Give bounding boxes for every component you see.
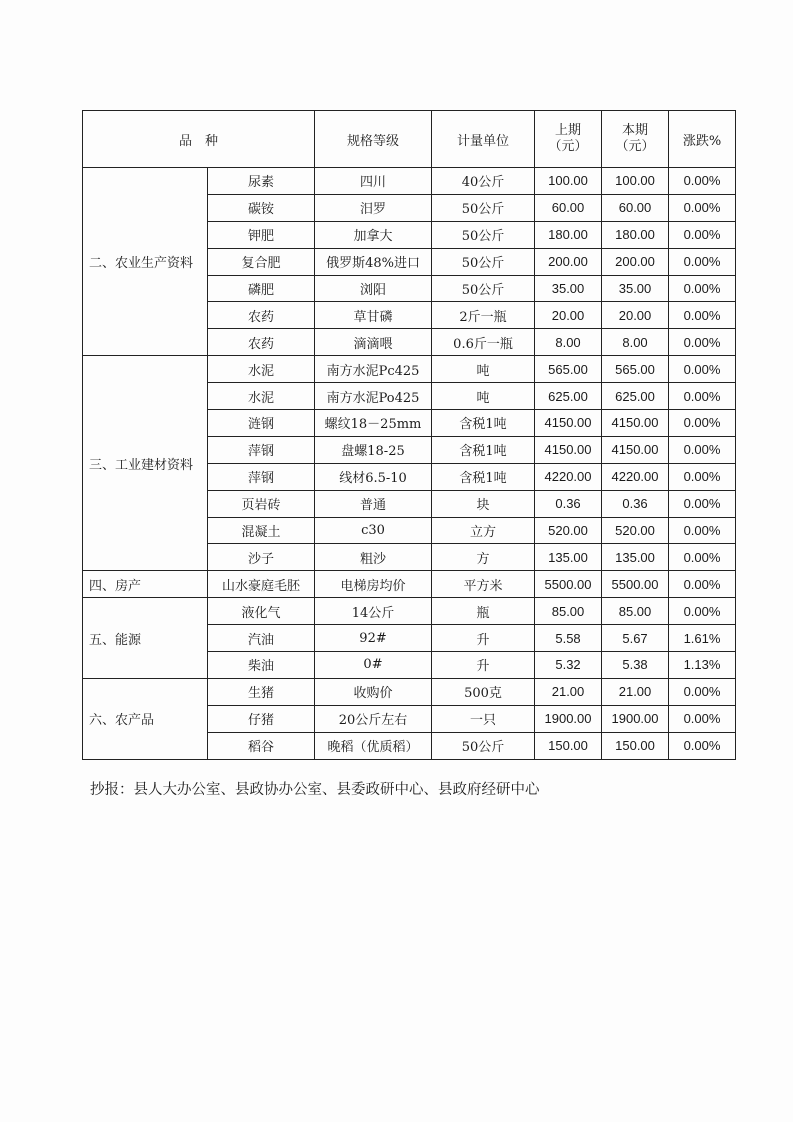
spec-cell: 螺纹18－25mm <box>315 410 432 437</box>
unit-cell: 升 <box>432 625 535 652</box>
item-cell: 液化气 <box>208 598 315 625</box>
curr-price-cell: 5.67 <box>602 625 669 652</box>
category-cell: 三、工业建材资料 <box>83 356 208 571</box>
prev-price-cell: 4150.00 <box>535 410 602 437</box>
header-prev <box>535 111 602 168</box>
unit-cell: 升 <box>432 652 535 679</box>
change-cell: 0.00% <box>669 383 736 410</box>
change-cell: 0.00% <box>669 490 736 517</box>
curr-price-cell: 565.00 <box>602 356 669 383</box>
unit-cell: 40公斤 <box>432 168 535 195</box>
curr-price-cell: 0.36 <box>602 490 669 517</box>
item-cell: 农药 <box>208 329 315 356</box>
table-row <box>83 356 736 383</box>
spec-cell: 俄罗斯48%进口 <box>315 248 432 275</box>
change-cell: 0.00% <box>669 221 736 248</box>
prev-price-cell: 20.00 <box>535 302 602 329</box>
curr-price-cell: 21.00 <box>602 678 669 705</box>
header-spec: 规格等级 <box>315 111 432 168</box>
prev-price-cell: 21.00 <box>535 678 602 705</box>
unit-cell: 平方米 <box>432 571 535 598</box>
spec-cell: 草甘磷 <box>315 302 432 329</box>
curr-price-cell: 4220.00 <box>602 463 669 490</box>
prev-price-cell: 5500.00 <box>535 571 602 598</box>
unit-cell: 50公斤 <box>432 194 535 221</box>
table-row <box>83 571 736 598</box>
unit-cell: 50公斤 <box>432 248 535 275</box>
spec-cell: 加拿大 <box>315 221 432 248</box>
curr-price-cell: 135.00 <box>602 544 669 571</box>
curr-price-cell: 625.00 <box>602 383 669 410</box>
change-cell: 0.00% <box>669 705 736 732</box>
change-cell: 0.00% <box>669 678 736 705</box>
prev-price-cell: 5.58 <box>535 625 602 652</box>
spec-cell: 92# <box>315 625 432 652</box>
curr-price-cell: 4150.00 <box>602 436 669 463</box>
change-cell: 0.00% <box>669 302 736 329</box>
unit-cell: 吨 <box>432 356 535 383</box>
table-body <box>83 168 736 760</box>
prev-price-cell: 100.00 <box>535 168 602 195</box>
curr-price-cell: 1900.00 <box>602 705 669 732</box>
unit-cell: 块 <box>432 490 535 517</box>
table-row <box>83 678 736 705</box>
spec-cell: 电梯房均价 <box>315 571 432 598</box>
curr-price-cell: 100.00 <box>602 168 669 195</box>
spec-cell: 浏阳 <box>315 275 432 302</box>
curr-price-cell: 180.00 <box>602 221 669 248</box>
change-cell: 0.00% <box>669 732 736 759</box>
item-cell: 尿素 <box>208 168 315 195</box>
change-cell: 0.00% <box>669 544 736 571</box>
change-cell: 0.00% <box>669 275 736 302</box>
unit-cell: 含税1吨 <box>432 436 535 463</box>
unit-cell: 方 <box>432 544 535 571</box>
spec-cell: 收购价 <box>315 678 432 705</box>
spec-cell: 线材6.5-10 <box>315 463 432 490</box>
header-curr <box>602 111 669 168</box>
item-cell: 生猪 <box>208 678 315 705</box>
item-cell: 农药 <box>208 302 315 329</box>
change-cell: 0.00% <box>669 410 736 437</box>
change-cell: 0.00% <box>669 356 736 383</box>
item-cell: 钾肥 <box>208 221 315 248</box>
unit-cell: 50公斤 <box>432 732 535 759</box>
change-cell: 0.00% <box>669 598 736 625</box>
curr-price-cell: 4150.00 <box>602 410 669 437</box>
header-prev-label: 上期 <box>555 123 582 138</box>
header-curr-label: 本期 <box>622 123 649 138</box>
prev-price-cell: 1900.00 <box>535 705 602 732</box>
item-cell: 页岩砖 <box>208 490 315 517</box>
change-cell: 0.00% <box>669 329 736 356</box>
change-cell: 0.00% <box>669 436 736 463</box>
unit-cell: 瓶 <box>432 598 535 625</box>
unit-cell: 含税1吨 <box>432 410 535 437</box>
cc-line: 抄报：县人大办公室、县政协办公室、县委政研中心、县政府经研中心 <box>90 782 540 798</box>
spec-cell: 四川 <box>315 168 432 195</box>
prev-price-cell: 85.00 <box>535 598 602 625</box>
curr-price-cell: 5.38 <box>602 652 669 679</box>
item-cell: 复合肥 <box>208 248 315 275</box>
header-unit: 计量单位 <box>432 111 535 168</box>
unit-cell: 0.6斤一瓶 <box>432 329 535 356</box>
change-cell: 0.00% <box>669 248 736 275</box>
unit-cell: 立方 <box>432 517 535 544</box>
curr-price-cell: 85.00 <box>602 598 669 625</box>
spec-cell: 汨罗 <box>315 194 432 221</box>
change-cell: 1.13% <box>669 652 736 679</box>
item-cell: 磷肥 <box>208 275 315 302</box>
prev-price-cell: 60.00 <box>535 194 602 221</box>
prev-price-cell: 4220.00 <box>535 463 602 490</box>
unit-cell: 500克 <box>432 678 535 705</box>
item-cell: 萍钢 <box>208 436 315 463</box>
prev-price-cell: 0.36 <box>535 490 602 517</box>
price-table <box>82 110 736 760</box>
item-cell: 汽油 <box>208 625 315 652</box>
curr-price-cell: 8.00 <box>602 329 669 356</box>
spec-cell: 0# <box>315 652 432 679</box>
unit-cell: 2斤一瓶 <box>432 302 535 329</box>
change-cell: 0.00% <box>669 517 736 544</box>
item-cell: 涟钢 <box>208 410 315 437</box>
prev-price-cell: 565.00 <box>535 356 602 383</box>
header-prev-unit: （元） <box>548 139 588 154</box>
spec-cell: 20公斤左右 <box>315 705 432 732</box>
prev-price-cell: 5.32 <box>535 652 602 679</box>
item-cell: 柴油 <box>208 652 315 679</box>
table-row <box>83 168 736 195</box>
prev-price-cell: 180.00 <box>535 221 602 248</box>
spec-cell: 晚稻（优质稻） <box>315 732 432 759</box>
unit-cell: 含税1吨 <box>432 463 535 490</box>
curr-price-cell: 35.00 <box>602 275 669 302</box>
spec-cell: 普通 <box>315 490 432 517</box>
category-cell: 五、能源 <box>83 598 208 679</box>
change-cell: 0.00% <box>669 571 736 598</box>
spec-cell: 14公斤 <box>315 598 432 625</box>
prev-price-cell: 150.00 <box>535 732 602 759</box>
prev-price-cell: 520.00 <box>535 517 602 544</box>
curr-price-cell: 520.00 <box>602 517 669 544</box>
prev-price-cell: 135.00 <box>535 544 602 571</box>
item-cell: 山水豪庭毛胚 <box>208 571 315 598</box>
change-cell: 0.00% <box>669 194 736 221</box>
spec-cell: 粗沙 <box>315 544 432 571</box>
item-cell: 稻谷 <box>208 732 315 759</box>
curr-price-cell: 5500.00 <box>602 571 669 598</box>
unit-cell: 吨 <box>432 383 535 410</box>
item-cell: 沙子 <box>208 544 315 571</box>
curr-price-cell: 20.00 <box>602 302 669 329</box>
prev-price-cell: 4150.00 <box>535 436 602 463</box>
prev-price-cell: 200.00 <box>535 248 602 275</box>
table-row <box>83 598 736 625</box>
item-cell: 水泥 <box>208 383 315 410</box>
prev-price-cell: 8.00 <box>535 329 602 356</box>
header-curr-unit: （元） <box>615 139 655 154</box>
spec-cell: 南方水泥Pc425 <box>315 356 432 383</box>
header-change: 涨跌% <box>669 111 736 168</box>
unit-cell: 50公斤 <box>432 275 535 302</box>
category-cell: 六、农产品 <box>83 678 208 759</box>
prev-price-cell: 625.00 <box>535 383 602 410</box>
curr-price-cell: 200.00 <box>602 248 669 275</box>
spec-cell: 滴滴喂 <box>315 329 432 356</box>
prev-price-cell: 35.00 <box>535 275 602 302</box>
item-cell: 混凝土 <box>208 517 315 544</box>
header-item: 品 种 <box>83 111 315 168</box>
curr-price-cell: 150.00 <box>602 732 669 759</box>
change-cell: 1.61% <box>669 625 736 652</box>
curr-price-cell: 60.00 <box>602 194 669 221</box>
item-cell: 萍钢 <box>208 463 315 490</box>
unit-cell: 一只 <box>432 705 535 732</box>
change-cell: 0.00% <box>669 168 736 195</box>
item-cell: 仔猪 <box>208 705 315 732</box>
unit-cell: 50公斤 <box>432 221 535 248</box>
change-cell: 0.00% <box>669 463 736 490</box>
item-cell: 水泥 <box>208 356 315 383</box>
category-cell: 四、房产 <box>83 571 208 598</box>
table-header-row <box>83 111 736 168</box>
category-cell: 二、农业生产资料 <box>83 168 208 356</box>
item-cell: 碳铵 <box>208 194 315 221</box>
spec-cell: c30 <box>315 517 432 544</box>
spec-cell: 南方水泥Po425 <box>315 383 432 410</box>
spec-cell: 盘螺18-25 <box>315 436 432 463</box>
